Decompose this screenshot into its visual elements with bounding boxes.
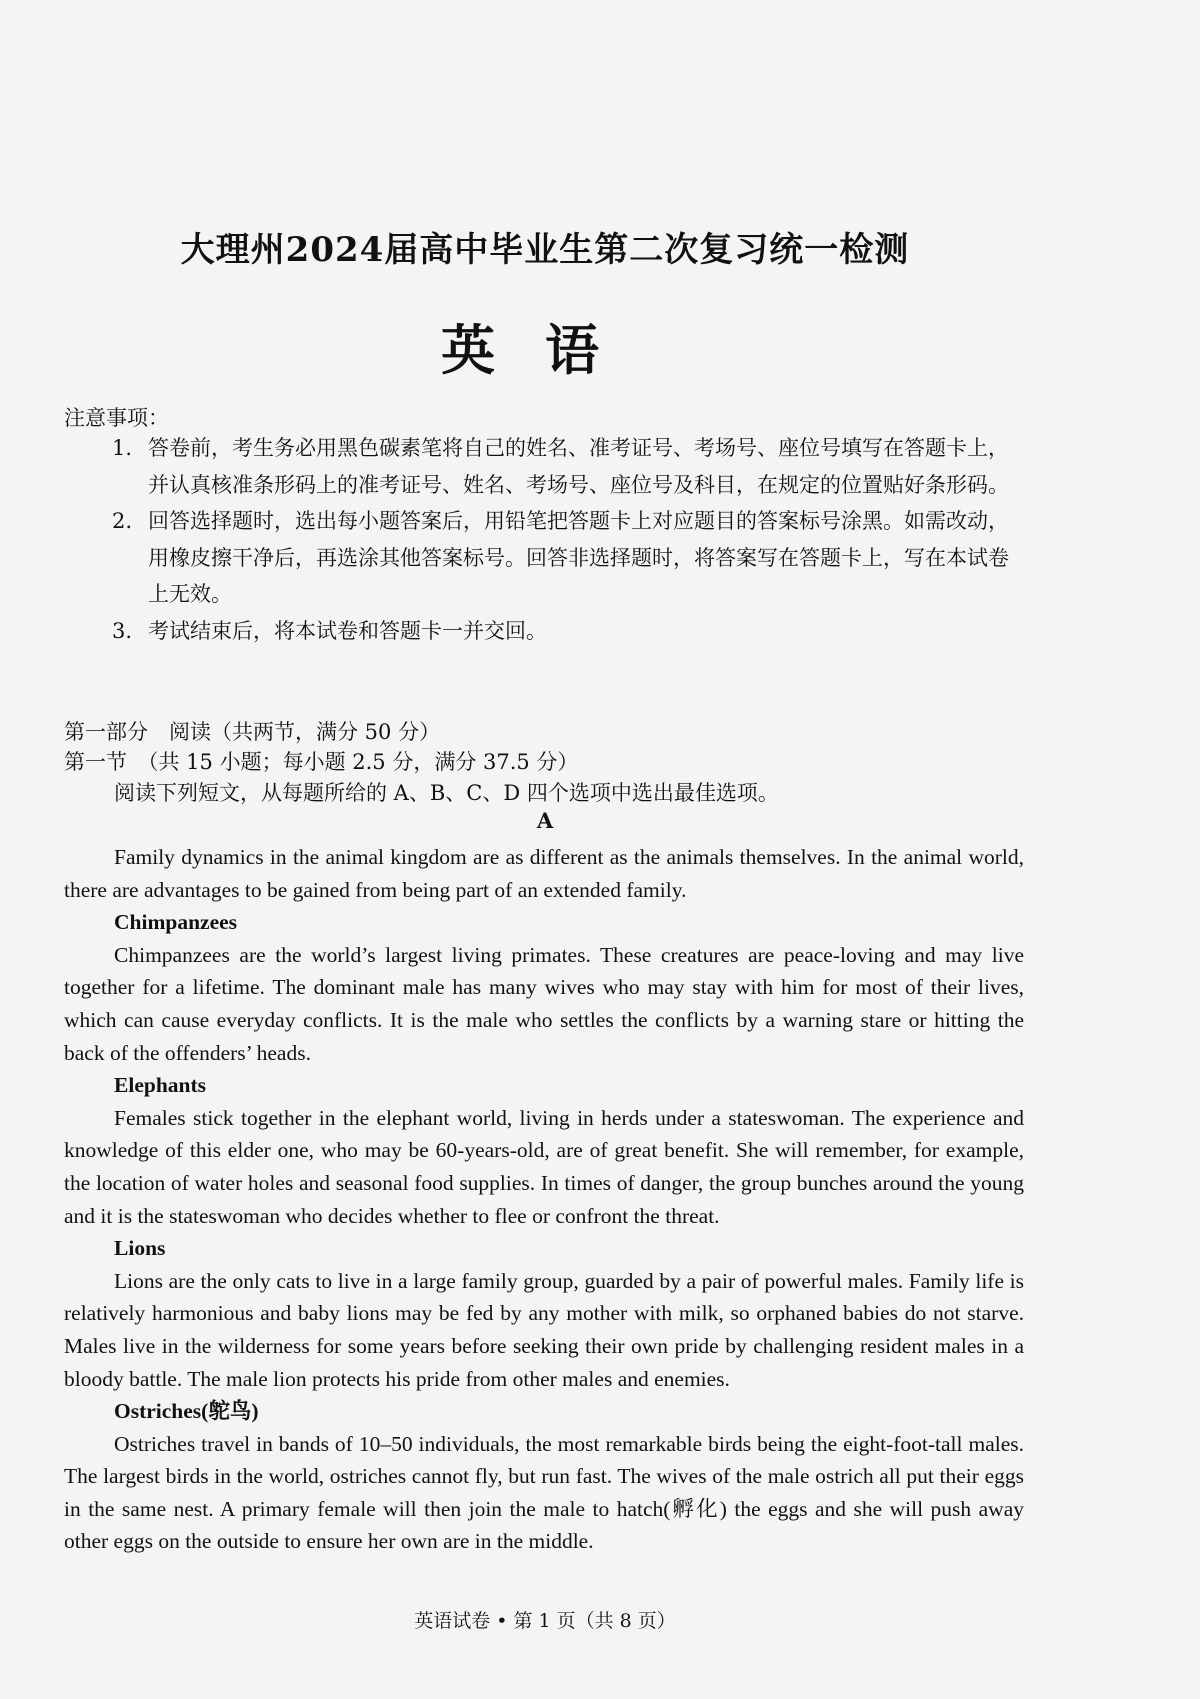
notice-list: [112, 430, 1027, 649]
notice-text: 回答选择题时，选出每小题答案后，用铅笔把答题卡上对应题目的答案标号涂黑。如需改动，用橡皮擦干净后，再选涂其他答案标号。回答非选择题时，将答案写在答题卡上，写在本试卷上无效。: [148, 509, 1009, 606]
notice-number: 3.: [112, 618, 133, 643]
section-text-lions: Lions are the only cats to live in a large family group, guarded by a pair of powerful males. Family life is relatively harmonious and baby lions may be fed by any mother with milk, so orphaned babies do not starve. Males live in the wilderness for some years before seeking their own pride by challenging resident males in a bloody battle. The male lion protects his pride from other males and enemies.: [64, 1268, 1024, 1391]
subject-title: 英语: [441, 318, 649, 382]
section-heading-ostriches: Ostriches(鸵鸟): [114, 1399, 259, 1424]
notice-text: 考试结束后，将本试卷和答题卡一并交回。: [148, 618, 547, 643]
section-title: 第一节 （共 15 小题；每小题 2.5 分，满分 37.5 分）: [64, 750, 579, 774]
passage-body: [64, 841, 1024, 1558]
notice-item: [112, 430, 1027, 503]
notice-text: 答卷前，考生务必用黑色碳素笔将自己的姓名、准考证号、考场号、座位号填写在答题卡上，并认真核准条形码上的准考证号、姓名、考场号、座位号及科目，在规定的位置贴好条形码。: [148, 436, 1009, 497]
reading-instruction: 阅读下列短文，从每题所给的 A、B、C、D 四个选项中选出最佳选项。: [114, 781, 779, 805]
exam-title: 大理州2024届高中毕业生第二次复习统一检测: [180, 230, 910, 270]
part-title: 第一部分 阅读（共两节，满分 50 分）: [64, 720, 441, 744]
section-heading-elephants: Elephants: [114, 1073, 207, 1098]
passage-label: A: [536, 808, 554, 833]
section-heading-lions: Lions: [114, 1236, 166, 1261]
section-text-ostriches: Ostriches travel in bands of 10–50 individuals, the most remarkable birds being the eight-foot-tall males. The largest birds in the world, ostriches cannot fly, but run fast. The wives of the male ostrich all put their eggs in the same nest. A primary female will then join the male to hatch(孵化) the eggs and she will push away other eggs on the outside to ensure her own are in the middle.: [64, 1431, 1024, 1554]
section-text-chimpanzees: Chimpanzees are the world’s largest living primates. These creatures are peace-loving and may live together for a lifetime. The dominant male has many wives who may stay with him for most of their lives, which can cause everyday conflicts. It is the male who settles the conflicts by a warning stare or hitting the back of the offenders’ heads.: [64, 942, 1024, 1065]
notice-number: 1.: [112, 436, 133, 460]
section-heading-chimpanzees: Chimpanzees: [114, 910, 238, 935]
section-text-elephants: Females stick together in the elephant world, living in herds under a stateswoman. The experience and knowledge of this elder one, who may be 60-years-old, are of great benefit. She will remember, for example, the location of water holes and seasonal food supplies. In times of danger, the group bunches around the young and it is the stateswoman who decides whether to flee or confront the threat.: [64, 1105, 1024, 1228]
passage-intro: Family dynamics in the animal kingdom are as different as the animals themselves. In the animal world, there are advantages to be gained from being part of an extended family.: [64, 845, 1024, 902]
notice-item: [112, 613, 1027, 650]
page-footer: 英语试卷 • 第 1 页（共 8 页）: [414, 1610, 676, 1632]
notice-heading: 注意事项：: [64, 406, 169, 430]
notice-item: [112, 503, 1027, 613]
notice-number: 2.: [112, 509, 133, 533]
